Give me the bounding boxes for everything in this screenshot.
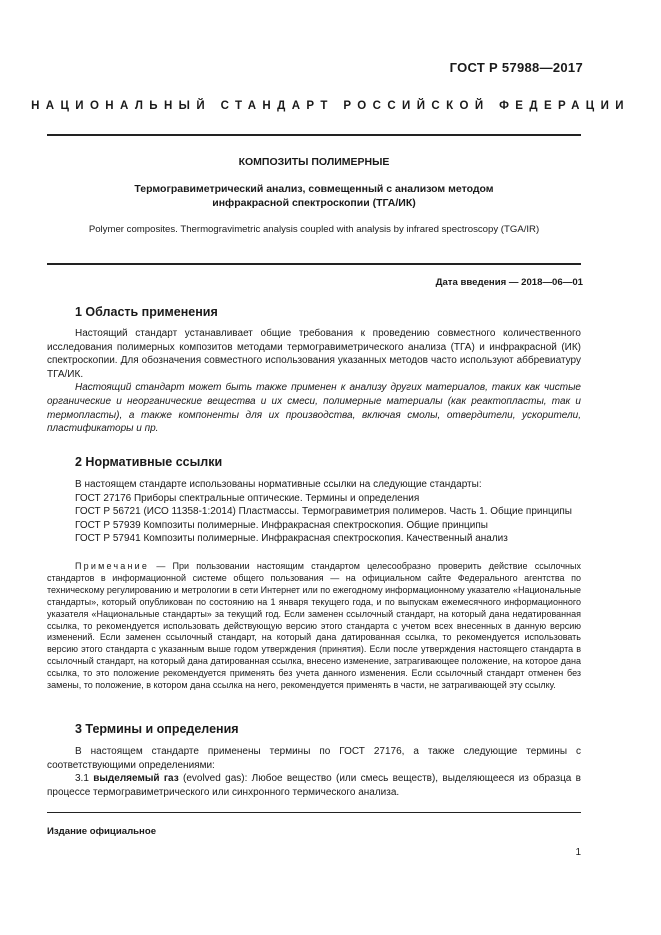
- section-2-heading: 2 Нормативные ссылки: [75, 455, 223, 469]
- document-code: ГОСТ Р 57988—2017: [449, 60, 583, 75]
- section-2-body: [47, 478, 581, 546]
- term-number: 3.1: [75, 773, 94, 785]
- top-divider: [47, 134, 581, 136]
- note-text: — При пользовании настоящим стандартом целесообразно проверить действие ссылочных стандартов в информационной системе общего пользования — на официальном сайте Федерального агентства по техническому регулированию и метрологии в сети Интернет или по ежегодному информационному указателю «Национальные стандарты», который опубликован по состоянию на 1 января текущего года, и по выпускам ежемесячного информационного указателя «Национальные стандарты» за текущий год. Если заменен ссылочный стандарт, на который дана недатированная ссылка, то рекомендуется использовать действующую версию этого стандарта с учетом всех внесенных в данную версию изменений. Если заменен ссылочный стандарт, на который дана датированная ссылка, то рекомендуется использовать версию этого стандарта с указанным выше годом утверждения (принятия). Если после утверждения настоящего стандарта в ссылочный стандарт, на который дана датированная ссылка, внесено изменение, затрагивающее положение, на которое дана ссылка, то это положение рекомендуется применять без учета данного изменения. Если ссылочный стандарт отменен без замены, то положение, в котором дана ссылка на него, рекомендуется применять в части, не затрагивающей эту ссылку.: [47, 561, 581, 691]
- note-label: Примечание: [75, 561, 150, 571]
- english-title: Polymer composites. Thermogravimetric analysis coupled with analysis by infrared spectroscopy (TGA/IR): [88, 224, 540, 235]
- section-1-heading: 1 Область применения: [75, 305, 218, 319]
- introduction-date: Дата введения — 2018—06—01: [435, 277, 583, 288]
- page-number: 1: [575, 847, 581, 858]
- section-2-lead: В настоящем стандарте использованы нормативные ссылки на следующие стандарты:: [75, 479, 482, 490]
- term-name: выделяемый газ: [93, 773, 179, 785]
- section-1-paragraph-2: Настоящий стандарт может быть также применен к анализу других материалов, таких как чистые органические и неорганические вещества и их смеси, полимерные материалы (как реактопласты, так и термопласты), а также компоненты для их производства, включая смолы, отвердители, ускорители, пластификаторы и пр.: [47, 382, 581, 435]
- section-1-paragraph-1: Настоящий стандарт устанавливает общие требования к проведению совместного количественного исследования полимерных композитов методами термогравиметрического анализа (ТГА) и инфракрасной (ИК) спектроскопии. Для обозначения совместного использования указанных методов часто используют аббревиатуру ТГА/ИК.: [47, 328, 581, 380]
- subtitle-line-1: Термогравиметрический анализ, совмещенный с анализом методом: [134, 183, 494, 195]
- section-3-body: [47, 745, 581, 799]
- reference-item: ГОСТ Р 57939 Композиты полимерные. Инфракрасная спектроскопия. Общие принципы: [75, 519, 488, 531]
- section-3-lead: В настоящем стандарте применены термины по ГОСТ 27176, а также следующие термины с соответствующими определениями:: [47, 746, 581, 771]
- term-text: (evolved gas): Любое вещество (или смесь веществ), выделяющееся из образца в процессе термогравиметрического или синхронного термического анализа.: [47, 773, 581, 798]
- subtitle-line-2: инфракрасной спектроскопии (ТГА/ИК): [212, 196, 416, 209]
- reference-item: ГОСТ Р 57941 Композиты полимерные. Инфракрасная спектроскопия. Качественный анализ: [75, 533, 508, 545]
- national-standard-banner: НАЦИОНАЛЬНЫЙ СТАНДАРТ РОССИЙСКОЙ ФЕДЕРАЦИИ: [31, 100, 630, 112]
- section-3-heading: 3 Термины и определения: [75, 722, 239, 736]
- document-title: КОМПОЗИТЫ ПОЛИМЕРНЫЕ: [238, 156, 390, 168]
- reference-item: ГОСТ 27176 Приборы спектральные оптические. Термины и определения: [75, 492, 420, 504]
- title-divider: [47, 263, 581, 265]
- reference-item: ГОСТ Р 56721 (ИСО 11358-1:2014) Пластмассы. Термогравиметрия полимеров. Часть 1. Общие принципы: [75, 506, 572, 518]
- section-2-note: [47, 561, 581, 692]
- document-subtitle: [47, 183, 581, 210]
- section-1-body: [47, 327, 581, 436]
- official-edition-label: Издание официальное: [47, 826, 157, 837]
- term-definition: [47, 772, 581, 799]
- footer-divider: [47, 812, 581, 813]
